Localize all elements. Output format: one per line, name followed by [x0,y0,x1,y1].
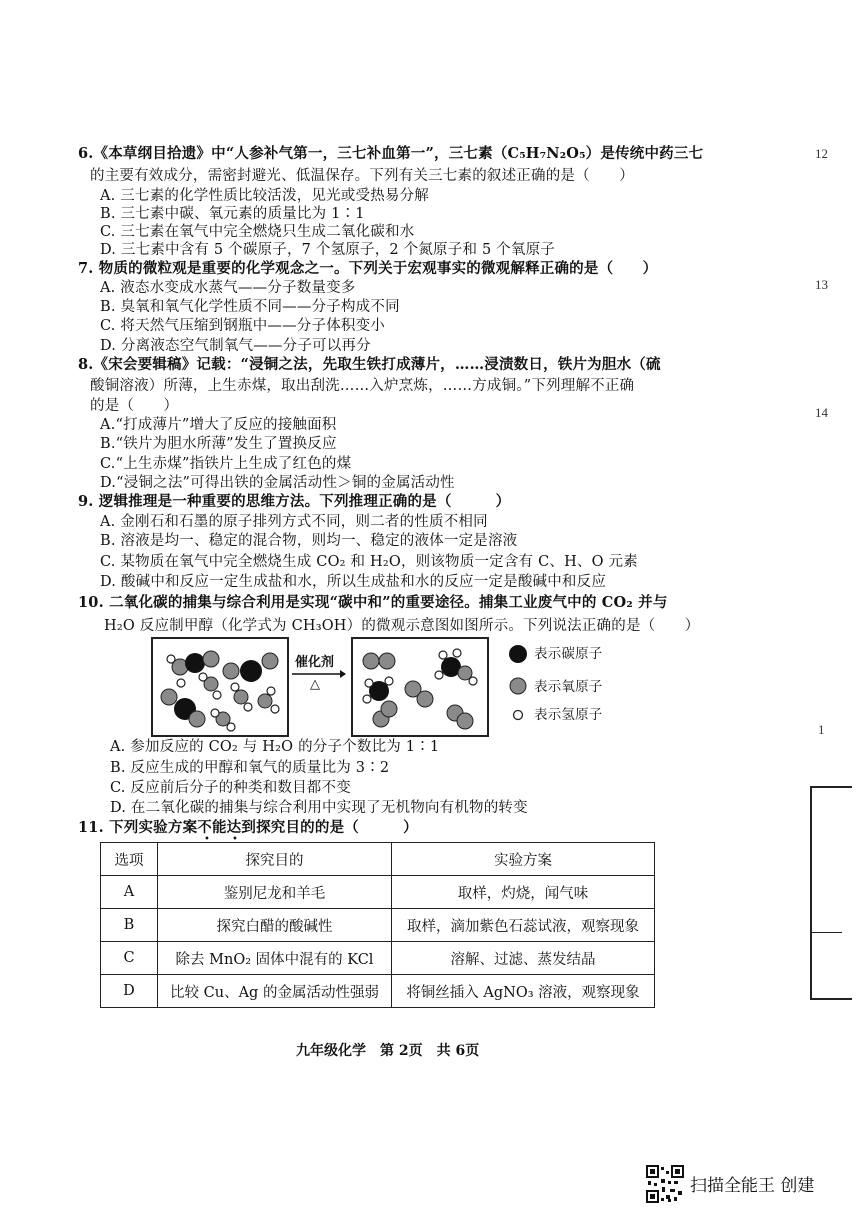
h2o-molecule [258,687,279,713]
table-header: 实验方案 [392,843,655,876]
table-cell: 取样，灼烧，闻气味 [392,876,655,909]
q8-stem-line1: 8.《宋会要辑稿》记载：“浸铜之法，先取生铁打成薄片，……浸渍数日，铁片为胆水（硫 [78,356,661,373]
edge-table-bracket [810,786,852,1000]
emphasis-dot: • [232,834,238,845]
table-cell: 除去 MnO₂ 固体中混有的 KCl [158,942,392,975]
h2o-molecule [211,709,235,731]
q8-option-b: B.“铁片为胆水所薄”发生了置换反应 [100,436,337,452]
q6-stem-line2: 的主要有效成分，需密封避光、低温保存。下列有关三七素的叙述正确的是（ ） [90,168,634,184]
table-header: 选项 [101,843,158,876]
co2-molecule [161,689,205,727]
oxygen-atom-icon [510,678,526,694]
o2-molecule [405,681,433,707]
table-cell: C [101,942,158,975]
q11-stem: 11. 下列实验方案不能达到探究目的的是（ ） [78,819,418,836]
table-row [101,876,655,909]
q6-option-c: C. 三七素在氧气中完全燃烧只生成二氧化碳和水 [100,224,415,240]
h2o-molecule [199,673,221,699]
edge-number-1: 1 [818,722,825,737]
table-header: 探究目的 [158,843,392,876]
q9-option-b: B. 溶液是均一、稳定的混合物，则均一、稳定的液体一定是溶液 [100,533,518,549]
q8-option-d: D.“浸铜之法”可得出铁的金属活动性＞铜的金属活动性 [100,475,455,491]
q9-option-c: C. 某物质在氧气中完全燃烧生成 CO₂ 和 H₂O，则该物质一定含有 C、H、O 元素 [100,554,638,570]
ch3oh-molecule [435,649,477,685]
table-cell: 比较 Cu、Ag 的金属活动性强弱 [158,975,392,1008]
h2o-molecule [231,683,252,711]
page-footer: 九年级化学 第 2页 共 6页 [296,1043,480,1059]
q9-option-d: D. 酸碱中和反应一定生成盐和水，所以生成盐和水的反应一定是酸碱中和反应 [100,574,607,590]
q7-option-b: B. 臭氧和氧气化学性质不同——分子构成不同 [100,299,400,315]
o2-molecule [373,701,397,727]
qr-code-icon [646,1165,684,1203]
emphasis-dot: • [204,834,210,845]
products-panel [351,637,489,737]
q6-option-a: A. 三七素的化学性质比较活泼，见光或受热易分解 [100,188,429,204]
q6-option-b: B. 三七素中碳、氧元素的质量比为 1∶1 [100,206,365,222]
table-row [101,975,655,1008]
q10-stem-line1: 10. 二氧化碳的捕集与综合利用是实现“碳中和”的重要途径。捕集工业废气中的 CO₂ 并与 [78,594,668,611]
table-header-row [101,843,655,876]
legend-symbols [508,645,528,721]
q10-option-a: A. 参加反应的 CO₂ 与 H₂O 的分子个数比为 1∶1 [110,739,440,755]
q6-stem-line1: 6.《本草纲目拾遗》中“人参补气第一，三七补血第一”，三七素（C₅H₇N₂O₅）是传统中药三七 [78,145,704,162]
watermark-text: 扫描全能王 创建 [690,1176,815,1196]
table-cell: B [101,909,158,942]
edge-number-14: 14 [815,405,828,420]
edge-number-13: 13 [815,277,828,292]
q9-option-a: A. 金刚石和石墨的原子排列方式不同，则二者的性质不相同 [100,514,488,530]
q7-option-a: A. 液态水变成水蒸气——分子数量变多 [100,280,356,296]
ch3oh-molecule [363,677,393,703]
q10-option-b: B. 反应生成的甲醇和氧气的质量比为 3∶2 [110,760,390,776]
q8-stem-line2: 酸铜溶液）所薄，上生赤煤，取出刮洗……入炉烹炼，……方成铜。”下列理解不正确 [90,378,635,394]
o2-molecule [363,653,395,669]
table-row [101,942,655,975]
legend-oxygen: 表示氧原子 [534,679,603,695]
carbon-atom-icon [509,645,527,663]
q10-option-c: C. 反应前后分子的种类和数目都不变 [110,780,351,796]
co2-molecule [172,651,219,675]
q7-option-c: C. 将天然气压缩到钢瓶中——分子体积变小 [100,318,385,334]
q8-option-a: A.“打成薄片”增大了反应的接触面积 [100,417,337,433]
co2-molecule [223,653,278,682]
q9-stem: 9. 逻辑推理是一种重要的思维方法。下列推理正确的是（ ） [78,493,511,510]
table-cell: 探究白醋的酸碱性 [158,909,392,942]
q7-option-d: D. 分离液态空气制氧气——分子可以再分 [100,338,371,354]
table-cell: 取样，滴加紫色石蕊试液，观察现象 [392,909,655,942]
table-cell: 将铜丝插入 AgNO₃ 溶液，观察现象 [392,975,655,1008]
q6-option-d: D. 三七素中含有 5 个碳原子，7 个氢原子，2 个氮原子和 5 个氧原子 [100,242,555,258]
reactants-molecules [153,639,287,735]
legend-hydrogen: 表示氢原子 [534,707,603,723]
q10-stem-line2: H₂O 反应制甲醇（化学式为 CH₃OH）的微观示意图如图所示。下列说法正确的是（ ） [104,618,700,634]
table-cell: D [101,975,158,1008]
table-cell: A [101,876,158,909]
table-row [101,909,655,942]
scanner-watermark [646,1163,846,1203]
edge-table-divider [812,932,842,933]
reaction-arrow [292,655,346,695]
o2-molecule [447,705,473,729]
experiment-table [100,842,655,1008]
edge-number-12: 12 [815,146,828,161]
table-cell: 溶解、过滤、蒸发结晶 [392,942,655,975]
reactants-panel [151,637,289,737]
heat-symbol: △ [310,677,320,692]
hydrogen-atom-icon [514,711,523,720]
diagram-legend [508,645,628,725]
legend-carbon: 表示碳原子 [534,646,603,662]
q7-stem: 7. 物质的微粒观是重要的化学观念之一。下列关于宏观事实的微观解释正确的是（ ） [78,260,658,277]
table-cell: 鉴别尼龙和羊毛 [158,876,392,909]
products-molecules [353,639,487,735]
q8-option-c: C.“上生赤煤”指铁片上生成了红色的煤 [100,456,352,472]
catalyst-label: 催化剂 [295,655,335,670]
q8-stem-line3: 的是（ ） [90,398,179,414]
q10-option-d: D. 在二氧化碳的捕集与综合利用中实现了无机物向有机物的转变 [110,800,528,816]
